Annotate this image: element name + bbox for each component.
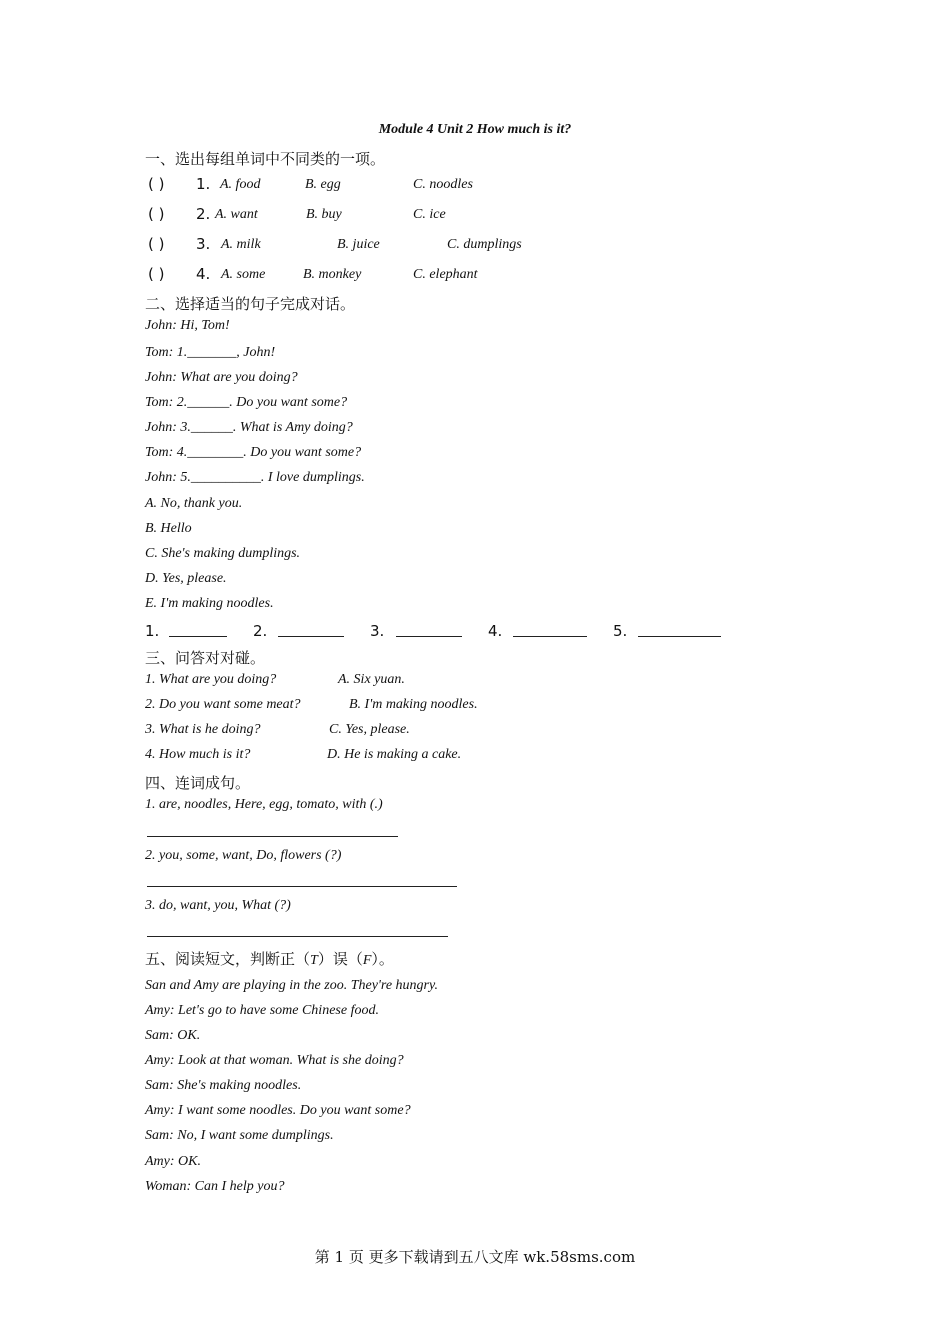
item-number: 3. [196,235,211,253]
answer-blank[interactable] [396,622,462,637]
answer-paren: ( ) [148,205,165,223]
answer: B. I'm making noodles. [349,697,478,712]
choice-option: C. She's making dumplings. [145,546,301,561]
section-2-heading: 二、选择适当的句子完成对话。 [145,295,356,313]
choice-option: B. Hello [145,521,192,536]
answer-label: 1. [145,622,160,640]
passage-line: Amy: Let's go to have some Chinese food. [145,1003,379,1018]
item-number: 4. [196,265,211,283]
passage-line: Amy: Look at that woman. What is she doing? [145,1053,404,1068]
dialog-line: John: 5.__________. I love dumplings. [145,470,365,485]
dialog-line: John: 3.______. What is Amy doing? [145,420,353,435]
passage-line: Sam: No, I want some dumplings. [145,1128,334,1143]
section-5-heading [145,948,394,969]
dialog-line: Tom: 1._______, John! [145,345,276,360]
option-c: C. noodles [413,177,473,192]
answer-label: 5. [613,622,628,640]
answer-blank[interactable] [169,622,227,637]
option-c: C. ice [413,207,446,222]
answer-paren: ( ) [148,265,165,283]
option-a: A. milk [221,237,261,252]
dialog-line: Tom: 2.______. Do you want some? [145,395,348,410]
item-number: 1. [196,175,211,193]
answer-line[interactable] [147,936,448,937]
choice-option: E. I'm making noodles. [145,596,274,611]
dialog-line: Tom: 4.________. Do you want some? [145,445,362,460]
passage-line: Amy: I want some noodles. Do you want some? [145,1103,411,1118]
answer: D. He is making a cake. [327,747,462,762]
answer-blank[interactable] [638,622,721,637]
page-title: Module 4 Unit 2 How much is it? [378,122,572,137]
answer-blank[interactable] [278,622,344,637]
passage-line: Woman: Can I help you? [145,1179,285,1194]
false-marker: F [362,953,372,968]
option-c: C. elephant [413,267,478,282]
answer-label: 4. [488,622,503,640]
scramble-item: 2. you, some, want, Do, flowers (?) [145,848,342,863]
item-number: 2. [196,205,211,223]
option-c: C. dumplings [447,237,522,252]
option-b: B. egg [305,177,341,192]
option-b: B. buy [306,207,342,222]
question: 4. How much is it? [145,747,251,762]
question: 1. What are you doing? [145,672,277,687]
passage-line: Sam: She's making noodles. [145,1078,302,1093]
dialog-line: John: Hi, Tom! [145,318,230,333]
option-a: A. some [221,267,266,282]
passage-line: Sam: OK. [145,1028,201,1043]
option-b: B. monkey [303,267,362,282]
answer-paren: ( ) [148,175,165,193]
passage-line: Amy: OK. [145,1154,201,1169]
answer-blank[interactable] [513,622,587,637]
answer-label: 3. [370,622,385,640]
question: 3. What is he doing? [145,722,261,737]
option-a: A. food [220,177,261,192]
answer: C. Yes, please. [329,722,410,737]
scramble-item: 3. do, want, you, What (?) [145,898,291,913]
option-b: B. juice [337,237,380,252]
heading-text: ）误（ [317,950,363,968]
heading-text: ）。 [371,950,394,968]
section-4-heading: 四、连词成句。 [145,774,251,792]
section-1-heading: 一、选出每组单词中不同类的一项。 [145,150,386,168]
choice-option: A. No, thank you. [145,496,243,511]
answer-paren: ( ) [148,235,165,253]
heading-text: 五、阅读短文，判断正（ [145,950,311,968]
choice-option: D. Yes, please. [145,571,227,586]
answer: A. Six yuan. [338,672,405,687]
answer-line[interactable] [147,886,457,887]
question: 2. Do you want some meat? [145,697,301,712]
answer-label: 2. [253,622,268,640]
passage-line: San and Amy are playing in the zoo. They're hungry. [145,978,438,993]
scramble-item: 1. are, noodles, Here, egg, tomato, with (.) [145,797,383,812]
dialog-line: John: What are you doing? [145,370,298,385]
option-a: A. want [215,207,258,222]
section-3-heading: 三、问答对对碰。 [145,649,266,667]
true-marker: T [310,953,318,968]
page-footer: 第 1 页 更多下载请到五八文库 wk.58sms.com [314,1248,636,1266]
answer-line[interactable] [147,836,398,837]
